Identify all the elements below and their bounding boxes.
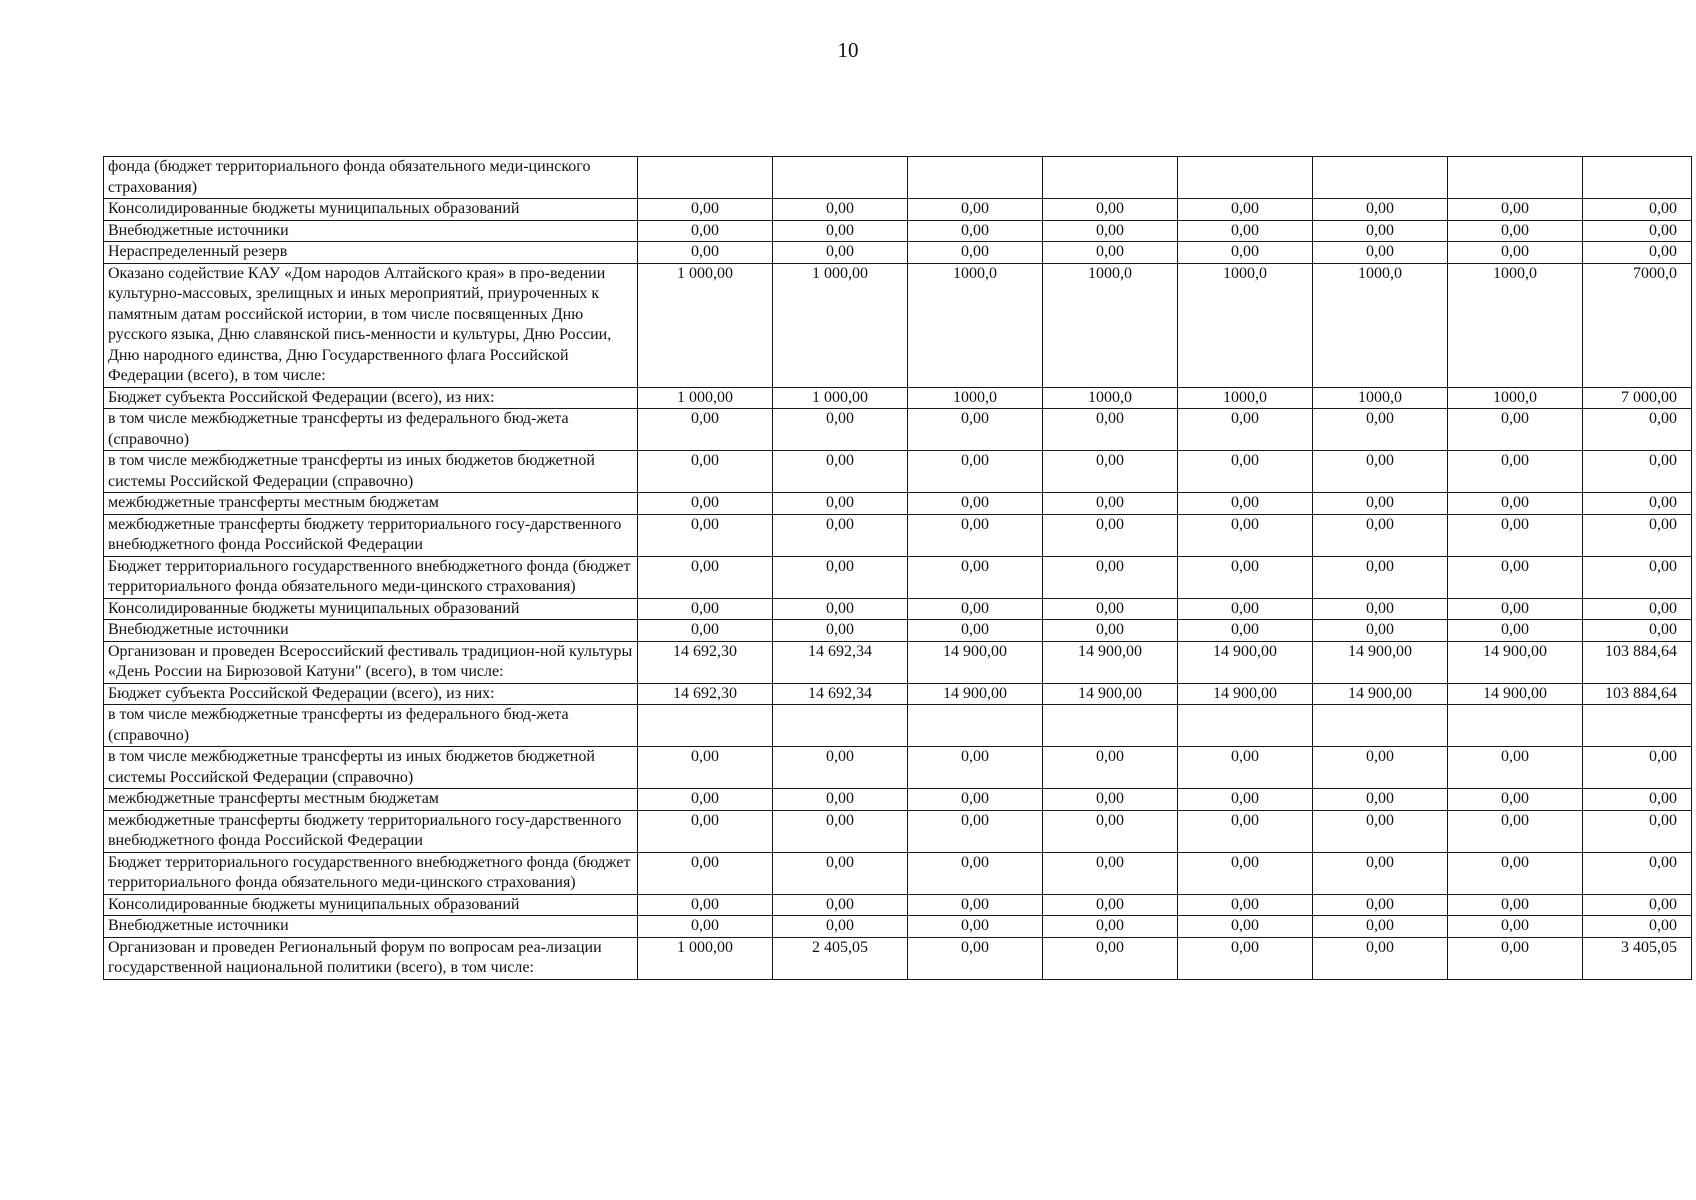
value-cell: 0,00	[638, 199, 773, 221]
value-cell: 0,00	[773, 916, 908, 938]
value-cell: 0,00	[773, 199, 908, 221]
value-cell: 0,00	[638, 220, 773, 242]
table-row	[104, 683, 1692, 705]
value-cell: 0,00	[1178, 493, 1313, 515]
value-cell: 0,00	[773, 789, 908, 811]
value-cell: 0,00	[638, 493, 773, 515]
row-label: Бюджет субъекта Российской Федерации (всего), из них:	[104, 683, 638, 705]
total-cell: 0,00	[1583, 810, 1692, 852]
value-cell: 0,00	[1178, 451, 1313, 493]
value-cell: 1 000,00	[773, 263, 908, 387]
value-cell	[638, 157, 773, 199]
total-cell: 0,00	[1583, 747, 1692, 789]
value-cell: 0,00	[1043, 620, 1178, 642]
value-cell: 0,00	[1178, 556, 1313, 598]
value-cell: 0,00	[1448, 852, 1583, 894]
value-cell: 0,00	[638, 451, 773, 493]
value-cell: 0,00	[908, 598, 1043, 620]
value-cell: 0,00	[1448, 620, 1583, 642]
value-cell: 0,00	[1178, 220, 1313, 242]
table-row	[104, 220, 1692, 242]
table-row	[104, 894, 1692, 916]
row-label: межбюджетные трансферты бюджету территориального госу-дарственного внебюджетного фонда Российской Федерации	[104, 514, 638, 556]
value-cell: 1000,0	[908, 387, 1043, 409]
value-cell: 0,00	[773, 451, 908, 493]
value-cell: 0,00	[1043, 514, 1178, 556]
value-cell: 0,00	[1178, 810, 1313, 852]
value-cell: 0,00	[638, 916, 773, 938]
value-cell	[1313, 157, 1448, 199]
value-cell: 1000,0	[1043, 263, 1178, 387]
row-label: Внебюджетные источники	[104, 916, 638, 938]
total-cell: 0,00	[1583, 220, 1692, 242]
total-cell: 0,00	[1583, 894, 1692, 916]
value-cell: 0,00	[1178, 199, 1313, 221]
value-cell: 0,00	[1313, 620, 1448, 642]
value-cell: 1000,0	[1448, 263, 1583, 387]
total-cell: 0,00	[1583, 493, 1692, 515]
table-row	[104, 747, 1692, 789]
total-cell: 0,00	[1583, 242, 1692, 264]
value-cell: 0,00	[1313, 493, 1448, 515]
value-cell: 0,00	[1448, 451, 1583, 493]
value-cell: 14 900,00	[1313, 683, 1448, 705]
value-cell: 0,00	[1448, 220, 1583, 242]
value-cell: 1 000,00	[638, 937, 773, 979]
value-cell: 0,00	[773, 242, 908, 264]
table-row	[104, 598, 1692, 620]
table-row	[104, 263, 1692, 387]
value-cell: 0,00	[773, 514, 908, 556]
value-cell: 0,00	[1448, 199, 1583, 221]
table-row	[104, 451, 1692, 493]
value-cell: 0,00	[1043, 747, 1178, 789]
value-cell: 1 000,00	[638, 387, 773, 409]
value-cell: 0,00	[638, 409, 773, 451]
value-cell: 0,00	[908, 514, 1043, 556]
value-cell: 0,00	[1178, 852, 1313, 894]
value-cell: 0,00	[1043, 598, 1178, 620]
total-cell	[1583, 705, 1692, 747]
value-cell: 0,00	[1043, 199, 1178, 221]
value-cell: 0,00	[638, 894, 773, 916]
value-cell: 0,00	[908, 451, 1043, 493]
value-cell: 0,00	[1313, 937, 1448, 979]
table-row	[104, 620, 1692, 642]
total-cell: 0,00	[1583, 789, 1692, 811]
value-cell: 14 900,00	[1448, 641, 1583, 683]
total-cell: 0,00	[1583, 514, 1692, 556]
value-cell: 0,00	[1448, 598, 1583, 620]
value-cell: 0,00	[638, 514, 773, 556]
value-cell: 0,00	[1178, 598, 1313, 620]
value-cell: 2 405,05	[773, 937, 908, 979]
value-cell: 0,00	[1448, 514, 1583, 556]
value-cell: 1000,0	[1313, 387, 1448, 409]
table-row	[104, 387, 1692, 409]
value-cell: 0,00	[638, 810, 773, 852]
row-label: Организован и проведен Региональный форум по вопросам реа-лизации государственной национальной политики (всего), в том числе:	[104, 937, 638, 979]
total-cell: 3 405,05	[1583, 937, 1692, 979]
value-cell: 0,00	[1043, 242, 1178, 264]
total-cell: 0,00	[1583, 451, 1692, 493]
value-cell: 0,00	[1178, 937, 1313, 979]
value-cell: 0,00	[1313, 916, 1448, 938]
value-cell: 0,00	[1313, 199, 1448, 221]
table-row	[104, 810, 1692, 852]
value-cell: 0,00	[1448, 242, 1583, 264]
value-cell: 0,00	[1178, 894, 1313, 916]
table-row	[104, 852, 1692, 894]
value-cell: 0,00	[908, 916, 1043, 938]
table-row	[104, 641, 1692, 683]
value-cell: 0,00	[638, 852, 773, 894]
value-cell: 1000,0	[1313, 263, 1448, 387]
value-cell: 0,00	[1313, 514, 1448, 556]
value-cell: 14 692,34	[773, 683, 908, 705]
value-cell: 14 900,00	[908, 683, 1043, 705]
page-number: 10	[837, 38, 859, 62]
row-label: Бюджет территориального государственного внебюджетного фонда (бюджет территориального фонда обязательного меди-цинского страхования)	[104, 852, 638, 894]
table-row	[104, 409, 1692, 451]
row-label: Внебюджетные источники	[104, 220, 638, 242]
value-cell: 0,00	[1178, 242, 1313, 264]
row-label: в том числе межбюджетные трансферты из федерального бюд-жета (справочно)	[104, 409, 638, 451]
value-cell: 0,00	[1043, 409, 1178, 451]
value-cell: 1000,0	[1448, 387, 1583, 409]
value-cell: 0,00	[1043, 852, 1178, 894]
value-cell: 0,00	[908, 937, 1043, 979]
value-cell: 0,00	[1178, 409, 1313, 451]
row-label: в том числе межбюджетные трансферты из иных бюджетов бюджетной системы Российской Федерации (справочно)	[104, 451, 638, 493]
value-cell: 0,00	[1313, 556, 1448, 598]
value-cell: 14 692,34	[773, 641, 908, 683]
value-cell: 0,00	[908, 620, 1043, 642]
value-cell: 0,00	[1043, 220, 1178, 242]
value-cell	[1448, 705, 1583, 747]
row-label: в том числе межбюджетные трансферты из иных бюджетов бюджетной системы Российской Федерации (справочно)	[104, 747, 638, 789]
value-cell: 14 900,00	[1448, 683, 1583, 705]
value-cell: 0,00	[1448, 916, 1583, 938]
value-cell: 0,00	[1043, 916, 1178, 938]
value-cell: 1 000,00	[773, 387, 908, 409]
row-label: Консолидированные бюджеты муниципальных образований	[104, 598, 638, 620]
value-cell: 0,00	[908, 199, 1043, 221]
value-cell: 0,00	[908, 220, 1043, 242]
value-cell: 14 900,00	[1178, 683, 1313, 705]
value-cell: 0,00	[1448, 409, 1583, 451]
row-label: Консолидированные бюджеты муниципальных образований	[104, 199, 638, 221]
row-label: Нераспределенный резерв	[104, 242, 638, 264]
total-cell: 103 884,64	[1583, 683, 1692, 705]
table-row	[104, 916, 1692, 938]
value-cell: 1000,0	[1043, 387, 1178, 409]
value-cell: 0,00	[908, 556, 1043, 598]
value-cell: 0,00	[1043, 894, 1178, 916]
total-cell: 7000,0	[1583, 263, 1692, 387]
value-cell: 0,00	[908, 894, 1043, 916]
row-label: Организован и проведен Всероссийский фестиваль традицион-ной культуры «День России на Бирюзовой Катуни" (всего), в том числе:	[104, 641, 638, 683]
row-label: межбюджетные трансферты местным бюджетам	[104, 789, 638, 811]
value-cell: 14 900,00	[1043, 641, 1178, 683]
row-label: фонда (бюджет территориального фонда обязательного меди-цинского страхования)	[104, 157, 638, 199]
value-cell: 0,00	[773, 620, 908, 642]
value-cell	[908, 157, 1043, 199]
value-cell	[638, 705, 773, 747]
value-cell: 0,00	[1178, 747, 1313, 789]
value-cell	[1043, 157, 1178, 199]
value-cell: 0,00	[1043, 451, 1178, 493]
value-cell	[908, 705, 1043, 747]
total-cell: 103 884,64	[1583, 641, 1692, 683]
value-cell: 0,00	[773, 810, 908, 852]
value-cell: 0,00	[638, 620, 773, 642]
value-cell: 0,00	[1448, 493, 1583, 515]
value-cell: 0,00	[1448, 810, 1583, 852]
value-cell: 0,00	[773, 220, 908, 242]
value-cell	[1178, 705, 1313, 747]
value-cell	[1178, 157, 1313, 199]
value-cell: 0,00	[1448, 937, 1583, 979]
value-cell: 0,00	[1313, 220, 1448, 242]
value-cell: 0,00	[638, 242, 773, 264]
value-cell: 0,00	[1043, 789, 1178, 811]
row-label: межбюджетные трансферты местным бюджетам	[104, 493, 638, 515]
table-row	[104, 705, 1692, 747]
value-cell: 0,00	[638, 747, 773, 789]
value-cell: 0,00	[773, 409, 908, 451]
table-row	[104, 556, 1692, 598]
value-cell: 14 900,00	[908, 641, 1043, 683]
value-cell: 0,00	[773, 852, 908, 894]
table-row	[104, 514, 1692, 556]
value-cell: 0,00	[638, 598, 773, 620]
value-cell: 0,00	[1043, 493, 1178, 515]
row-label: Бюджет субъекта Российской Федерации (всего), из них:	[104, 387, 638, 409]
value-cell: 0,00	[1043, 810, 1178, 852]
total-cell: 0,00	[1583, 598, 1692, 620]
total-cell: 0,00	[1583, 620, 1692, 642]
total-cell: 0,00	[1583, 556, 1692, 598]
value-cell: 14 900,00	[1043, 683, 1178, 705]
value-cell: 14 692,30	[638, 683, 773, 705]
value-cell: 1000,0	[1178, 387, 1313, 409]
value-cell: 0,00	[1313, 852, 1448, 894]
value-cell: 14 900,00	[1178, 641, 1313, 683]
value-cell: 0,00	[773, 493, 908, 515]
value-cell	[773, 157, 908, 199]
value-cell: 0,00	[1448, 556, 1583, 598]
value-cell: 0,00	[1178, 916, 1313, 938]
value-cell: 0,00	[773, 556, 908, 598]
value-cell: 0,00	[1313, 451, 1448, 493]
value-cell: 0,00	[773, 598, 908, 620]
value-cell: 1 000,00	[638, 263, 773, 387]
row-label: Бюджет территориального государственного внебюджетного фонда (бюджет территориального фонда обязательного меди-цинского страхования)	[104, 556, 638, 598]
total-cell: 0,00	[1583, 916, 1692, 938]
value-cell: 0,00	[1313, 810, 1448, 852]
value-cell: 0,00	[1313, 598, 1448, 620]
value-cell: 0,00	[1448, 789, 1583, 811]
value-cell: 0,00	[638, 556, 773, 598]
value-cell: 0,00	[1313, 894, 1448, 916]
value-cell: 0,00	[908, 789, 1043, 811]
value-cell: 0,00	[908, 409, 1043, 451]
value-cell: 0,00	[638, 789, 773, 811]
value-cell: 0,00	[1043, 937, 1178, 979]
value-cell: 14 900,00	[1313, 641, 1448, 683]
value-cell: 0,00	[908, 852, 1043, 894]
row-label: межбюджетные трансферты бюджету территориального госу-дарственного внебюджетного фонда Российской Федерации	[104, 810, 638, 852]
total-cell: 7 000,00	[1583, 387, 1692, 409]
total-cell: 0,00	[1583, 852, 1692, 894]
table-row	[104, 242, 1692, 264]
table-row	[104, 157, 1692, 199]
value-cell	[1313, 705, 1448, 747]
table-row	[104, 199, 1692, 221]
value-cell: 0,00	[1313, 409, 1448, 451]
value-cell	[1043, 705, 1178, 747]
row-label: Внебюджетные источники	[104, 620, 638, 642]
total-cell: 0,00	[1583, 409, 1692, 451]
table-row	[104, 789, 1692, 811]
value-cell: 0,00	[908, 242, 1043, 264]
row-label: в том числе межбюджетные трансферты из федерального бюд-жета (справочно)	[104, 705, 638, 747]
value-cell: 0,00	[908, 810, 1043, 852]
value-cell	[1448, 157, 1583, 199]
value-cell: 0,00	[1448, 747, 1583, 789]
value-cell: 0,00	[1178, 514, 1313, 556]
total-cell: 0,00	[1583, 199, 1692, 221]
value-cell: 0,00	[1178, 789, 1313, 811]
row-label: Консолидированные бюджеты муниципальных образований	[104, 894, 638, 916]
table-row	[104, 493, 1692, 515]
value-cell: 0,00	[1448, 894, 1583, 916]
value-cell: 0,00	[908, 493, 1043, 515]
budget-table	[103, 156, 1692, 980]
table-row	[104, 937, 1692, 979]
value-cell: 0,00	[1313, 242, 1448, 264]
value-cell: 0,00	[1313, 747, 1448, 789]
row-label: Оказано содействие КАУ «Дом народов Алтайского края» в про-ведении культурно-массовых, зрелищных и иных мероприятий, приуроченных к памятным датам российской истории, в том числе посвященных Дню русского языка, Дню славянской пись-менности и культуры, Дню России, Дню народного единства, Дню Государственного флага Российской Федерации (всего), в том числе:	[104, 263, 638, 387]
value-cell: 14 692,30	[638, 641, 773, 683]
value-cell: 0,00	[1178, 620, 1313, 642]
value-cell: 0,00	[1043, 556, 1178, 598]
total-cell	[1583, 157, 1692, 199]
value-cell: 1000,0	[1178, 263, 1313, 387]
value-cell: 0,00	[773, 747, 908, 789]
value-cell: 0,00	[908, 747, 1043, 789]
value-cell: 1000,0	[908, 263, 1043, 387]
value-cell	[773, 705, 908, 747]
value-cell: 0,00	[773, 894, 908, 916]
value-cell: 0,00	[1313, 789, 1448, 811]
